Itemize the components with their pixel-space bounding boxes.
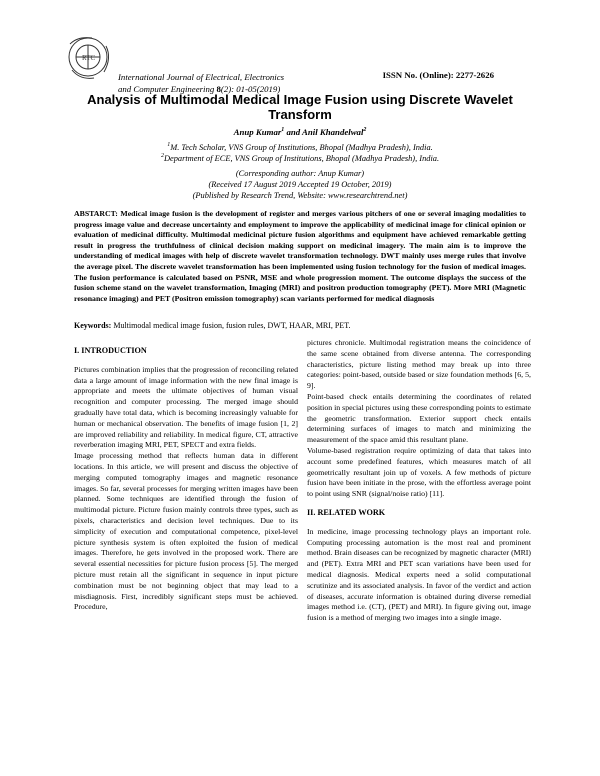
author-1: Anup Kumar: [233, 127, 282, 137]
author-2: Anil Khandelwal: [302, 127, 364, 137]
right-paragraph-1: pictures chronicle. Multimodal registration means the coincidence of the same scene obtained from diverse antenna. The corresponding characteristics, picture listing method may break up into three categories: point-based, outside based or size foundation methods [6, 5, 9].: [307, 338, 531, 391]
issn: ISSN No. (Online): 2277-2626: [382, 70, 494, 80]
keywords-label: Keywords:: [74, 321, 112, 330]
keywords: [74, 320, 526, 331]
author-1-sup: 1: [281, 127, 285, 134]
publisher-line: (Published by Research Trend, Website: www.researchtrend.net): [192, 191, 408, 200]
section-heading-introduction: I. INTRODUCTION: [74, 346, 147, 355]
author-line: [0, 127, 600, 137]
affiliation-2: [0, 151, 600, 164]
received-dates: (Received 17 August 2019 Accepted 19 October, 2019): [208, 180, 392, 189]
keywords-text: Multimodal medical image fusion, fusion rules, DWT, HAAR, MRI, PET.: [113, 321, 351, 330]
related-work-paragraph: In medicine, image processing technology plays an important role. Computing processing automation is the most real and prominent method. Brain diseases can be recognized by magnetic character (MRI) and (PET). Extra MRI and PET scan variations have been used for medical diagnosis. Medical experts need a solid computational scrutinize and its associated analysis. In favor of the verdict and action of diseases, accurate information is obtained during diverse remedial images method i.e. (CT), (PET) and MRI). In figure giving out, image fusion is a method of merging two images into a single image.: [307, 526, 531, 623]
journal-volume: 8: [216, 84, 221, 94]
journal-logo: [64, 34, 118, 82]
right-paragraph-3: Volume-based registration require optimizing of data that takes into account some predefined features, which measures match of all geometrically resultant join up of voxels. A few methods of picture fusion have been initiate in the prose, with the effortless average point to point using SNR (signal/noise ratio) [11].: [307, 445, 531, 499]
author-2-sup: 2: [363, 127, 367, 134]
journal-issue-pages: (2): 01-05(2019): [220, 84, 281, 94]
abstract: ABSTARCT: Medical image fusion is the development of register and merges various pitchers of one or several imaging modalities to progress image value and decrease uncertainty and employment to improve the applicability of medicinal image for clinical opinion or evaluation of medicinal difficulty. Multimodal medicinal picture fusion algorithms and equipment have achieved remarkable getting result in progress the truthfulness of clinical decision making support on medicinal imagery. The main aim is to improve the understanding of medical images with help of discrete wavelet transformation technology. DWT mainly uses merge rules that involve the average pixel. The discrete wavelet transformation has been implemented using fusion technology for the fusion of medical images. The fusion performance is calculated based on PSNR, MSE and whole progression moment. The outcome displays the success of the fusion scheme stand on the wavelet transformation, Imaging (MRI) and positron production tomography (PET). More MRI (Magnetic resonance imaging) and PET (Positron emission tomography) scan variants performed for medical diagnosis: [74, 209, 526, 303]
right-paragraph-2: Point-based check entails determining the coordinates of related position in special pictures using these corresponding points to estimate the geometric transformation. Exterior support check entails determining surfaces of images to match and minimizing the measurement of the space amid this resultant plane.: [307, 391, 531, 445]
affiliation-1-text: M. Tech Scholar, VNS Group of Institutions, Bhopal (Madhya Pradesh), India.: [170, 142, 433, 152]
intro-paragraph-2: Image processing method that reflects human data in different locations. In this article, we will present and discuss the objective of merging computed tomography images and magnetic resonance images. So far, several processes for merging written images have been planned. Some techniques are identified through the fusion of multimodal picture. Picture fusion mainly controls three types, such as pixels, characteristics and decision level techniques. Due to its simplicity of execution and computational competence, pixel-level picture synthesis system is often exploited the fusion of medical images. Therefore, he gets involved in the proposed work. There are several essential necessities for picture fusion process [5]. The merged picture must retain all the significant in sequence in input picture combination must be not beginning object that may lead to a misdiagnosis. First, incredibly significant steps must be achieved. Procedure,: [74, 451, 298, 612]
intro-paragraph-1: Pictures combination implies that the progression of reconciling related data a large amount of image information with the new final image is appropriate and meets the ultimate objectives of human visual recognition and computer processing. The merged image should gradually have total data, which is becoming increasingly valuable for human or mechanical observation. The benefits of image fusion [1, 2] are improved reliability and reliability. In medical figure, CT, attractive reverberation imaging MRI, PET, SPECT and extra fields.: [74, 364, 298, 450]
affiliation-2-sup: 2: [160, 153, 164, 159]
section-heading-related-work: II. RELATED WORK: [307, 507, 386, 517]
author-and: and: [284, 127, 303, 137]
affiliation-2-text: Department of ECE, VNS Group of Institutions, Bhopal (Madhya Pradesh), India.: [163, 153, 440, 163]
left-column: [74, 346, 298, 613]
correspondence: (Corresponding author: Anup Kumar): [235, 169, 365, 178]
paper-title: Analysis of Multimodal Medical Image Fusion using Discrete Wavelet Transform: [87, 92, 513, 122]
journal-line-1: International Journal of Electrical, Electronics: [118, 72, 285, 82]
logo-text: RTC: [82, 54, 96, 62]
right-column: [307, 338, 531, 624]
affiliation-1-sup: 1: [167, 142, 171, 148]
journal-line-2-prefix: and Computer Engineering: [118, 84, 215, 94]
